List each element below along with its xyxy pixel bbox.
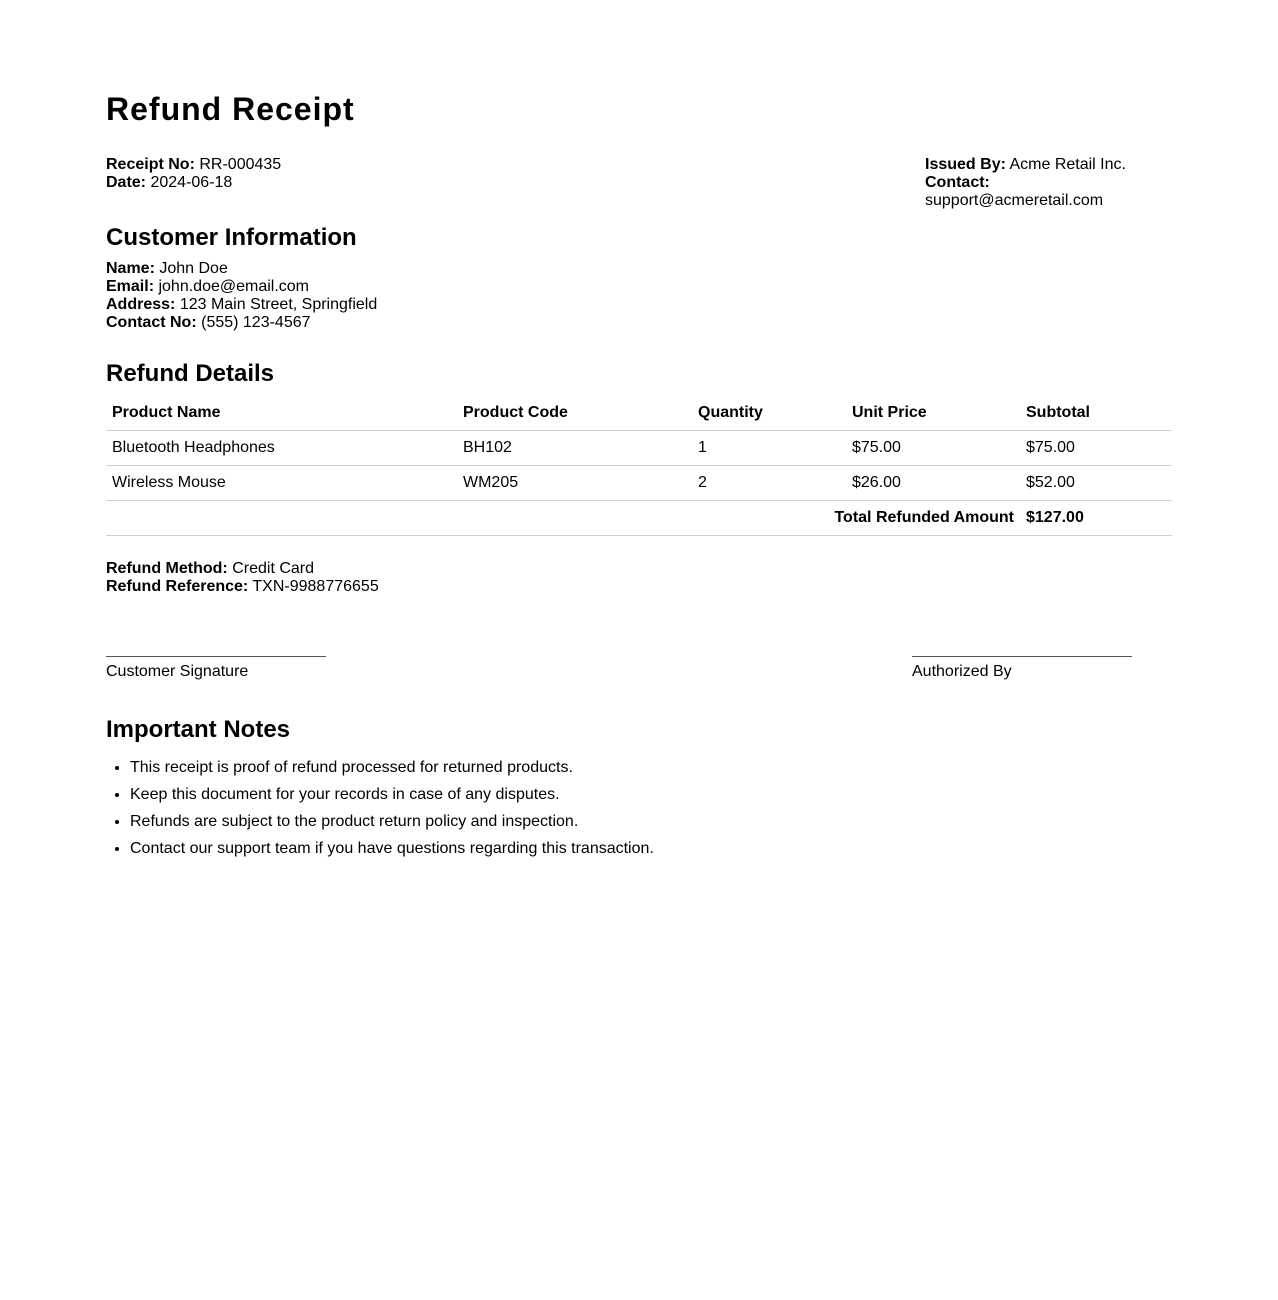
list-item: • This receipt is proof of refund processed for returned products. <box>130 754 654 781</box>
column-header: Product Name <box>106 396 457 431</box>
customer-email-row <box>106 278 377 296</box>
refund-reference-row <box>106 578 379 596</box>
quantity-cell: 1 <box>692 431 846 466</box>
refund-method-label: Refund Method: <box>106 560 228 577</box>
receipt-meta <box>106 156 281 192</box>
customer-email-value: john.doe@email.com <box>158 278 310 295</box>
notes-list <box>106 754 654 862</box>
subtotal-cell: $75.00 <box>1020 431 1172 466</box>
customer-info <box>106 260 377 332</box>
customer-name-value: John Doe <box>159 260 228 277</box>
product-name-cell: Bluetooth Headphones <box>106 431 457 466</box>
issuer-contact-label: Contact: <box>925 174 990 191</box>
customer-name-label: Name: <box>106 260 155 277</box>
table-row <box>106 466 1172 501</box>
notes-heading: Important Notes <box>106 716 291 743</box>
customer-phone-value: (555) 123-4567 <box>201 314 311 331</box>
receipt-number-row <box>106 156 281 174</box>
page-title: Refund Receipt <box>106 91 355 127</box>
payment-info <box>106 560 379 596</box>
customer-heading: Customer Information <box>106 224 357 251</box>
product-code-cell: WM205 <box>457 466 692 501</box>
date-label: Date: <box>106 174 147 191</box>
issued-by-row <box>925 156 1172 174</box>
customer-email-label: Email: <box>106 278 155 295</box>
customer-address-row <box>106 296 377 314</box>
authorized-signature-line <box>912 656 1132 657</box>
refund-heading: Refund Details <box>106 360 275 387</box>
customer-address-label: Address: <box>106 296 176 313</box>
issuer-contact-row <box>925 174 1172 210</box>
authorized-signature-label: Authorized By <box>912 663 1012 680</box>
customer-address-value: 123 Main Street, Springfield <box>179 296 378 313</box>
refund-method-value: Credit Card <box>232 560 315 577</box>
issued-by-label: Issued By: <box>925 156 1006 173</box>
total-value: $127.00 <box>1020 501 1172 536</box>
total-row <box>106 501 1172 536</box>
total-label: Total Refunded Amount <box>106 501 1020 536</box>
refund-reference-value: TXN-9988776655 <box>252 578 379 595</box>
refund-method-row <box>106 560 379 578</box>
list-item: • Contact our support team if you have questions regarding this transaction. <box>130 835 654 862</box>
column-header: Subtotal <box>1020 396 1172 431</box>
column-header: Quantity <box>692 396 846 431</box>
date-value: 2024-06-18 <box>150 174 233 191</box>
issuer-meta <box>925 156 1172 210</box>
unit-price-cell: $75.00 <box>846 431 1020 466</box>
unit-price-cell: $26.00 <box>846 466 1020 501</box>
column-header: Product Code <box>457 396 692 431</box>
refund-items-table <box>106 396 1172 536</box>
customer-name-row <box>106 260 377 278</box>
table-header-row <box>106 396 1172 431</box>
table-row <box>106 431 1172 466</box>
refund-reference-label: Refund Reference: <box>106 578 249 595</box>
list-item: • Refunds are subject to the product return policy and inspection. <box>130 808 654 835</box>
customer-phone-label: Contact No: <box>106 314 197 331</box>
list-item: • Keep this document for your records in case of any disputes. <box>130 781 654 808</box>
customer-phone-row <box>106 314 377 332</box>
authorized-signature-block <box>912 656 1132 681</box>
column-header: Unit Price <box>846 396 1020 431</box>
product-name-cell: Wireless Mouse <box>106 466 457 501</box>
customer-signature-label: Customer Signature <box>106 663 249 680</box>
receipt-number-label: Receipt No: <box>106 156 195 173</box>
receipt-number-value: RR-000435 <box>199 156 282 173</box>
customer-signature-block <box>106 656 326 681</box>
customer-signature-line <box>106 656 326 657</box>
quantity-cell: 2 <box>692 466 846 501</box>
issued-by-value: Acme Retail Inc. <box>1009 156 1126 173</box>
subtotal-cell: $52.00 <box>1020 466 1172 501</box>
date-row <box>106 174 281 192</box>
product-code-cell: BH102 <box>457 431 692 466</box>
issuer-contact-value: support@acmeretail.com <box>925 192 1104 209</box>
